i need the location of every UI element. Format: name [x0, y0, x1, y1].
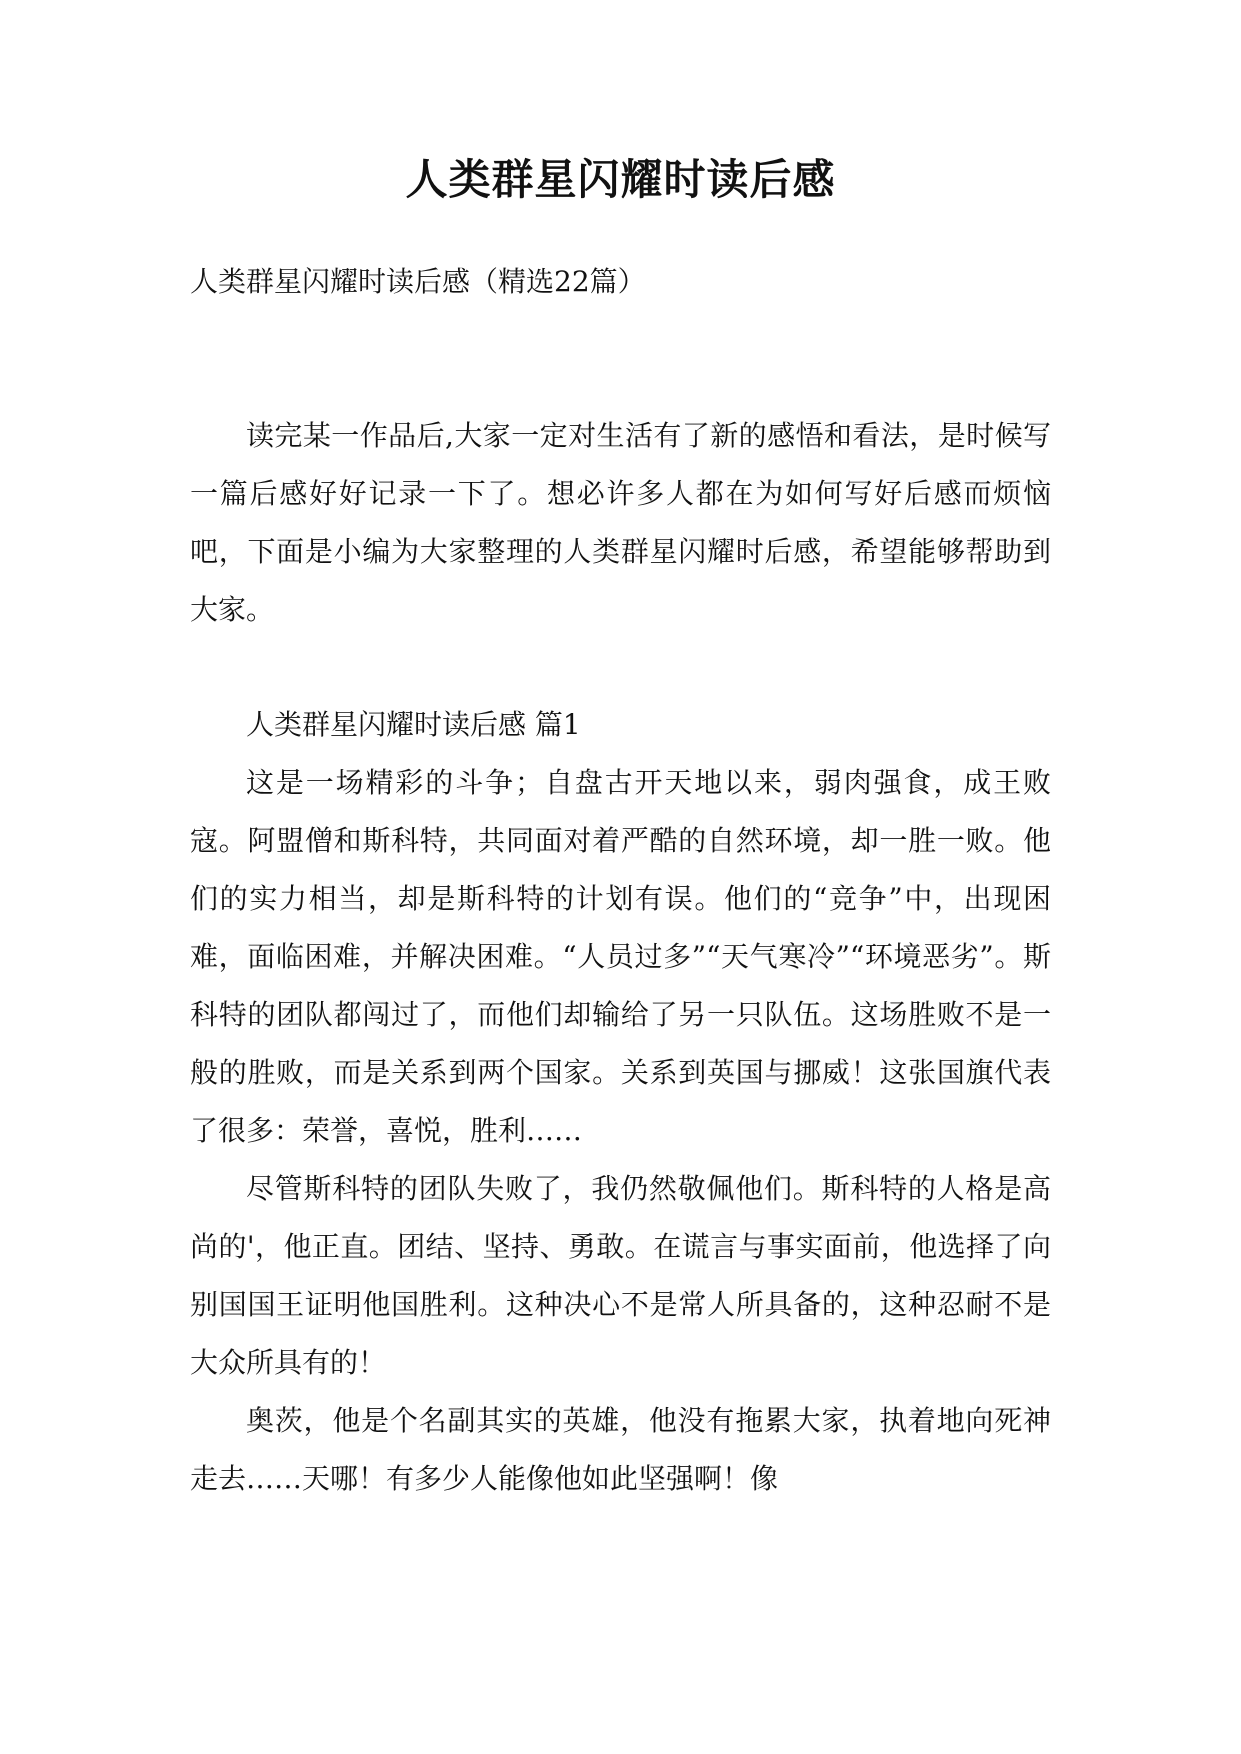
body-paragraph: 奥茨，他是个名副其实的英雄，他没有拖累大家，执着地向死神走去……天哪！有多少人能像他如此坚强啊！像	[190, 1404, 1051, 1495]
intro-paragraph: 读完某一作品后,大家一定对生活有了新的感悟和看法，是时候写一篇后感好好记录一下了。想必许多人都在为如何写好后感而烦恼吧，下面是小编为大家整理的人类群星闪耀时后感，希望能够帮助到大家。	[190, 419, 1051, 626]
body-paragraph: 这是一场精彩的斗争；自盘古开天地以来，弱肉强食，成王败寇。阿盟僧和斯科特，共同面对着严酷的自然环境，却一胜一败。他们的实力相当，却是斯科特的计划有误。他们的“竞争”中，出现困难，面临困难，并解决困难。“人员过多”“天气寒冷”“环境恶劣”。斯科特的团队都闯过了，而他们却输给了另一只队伍。这场胜败不是一般的胜败，而是关系到两个国家。关系到英国与挪威！这张国旗代表了很多：荣誉，喜悦，胜利……	[190, 766, 1051, 1147]
section-heading: 人类群星闪耀时读后感 篇1	[246, 708, 581, 741]
article-section	[190, 696, 1051, 1508]
document-title: 人类群星闪耀时读后感	[405, 155, 836, 204]
body-paragraph: 尽管斯科特的团队失败了，我仍然敬佩他们。斯科特的人格是高尚的'，他正直。团结、坚持、勇敢。在谎言与事实面前，他选择了向别国国王证明他国胜利。这种决心不是常人所具备的，这种忍耐不是大众所具有的！	[190, 1172, 1051, 1379]
intro-section	[190, 407, 1051, 639]
document-subtitle: 人类群星闪耀时读后感（精选22篇）	[190, 265, 646, 298]
